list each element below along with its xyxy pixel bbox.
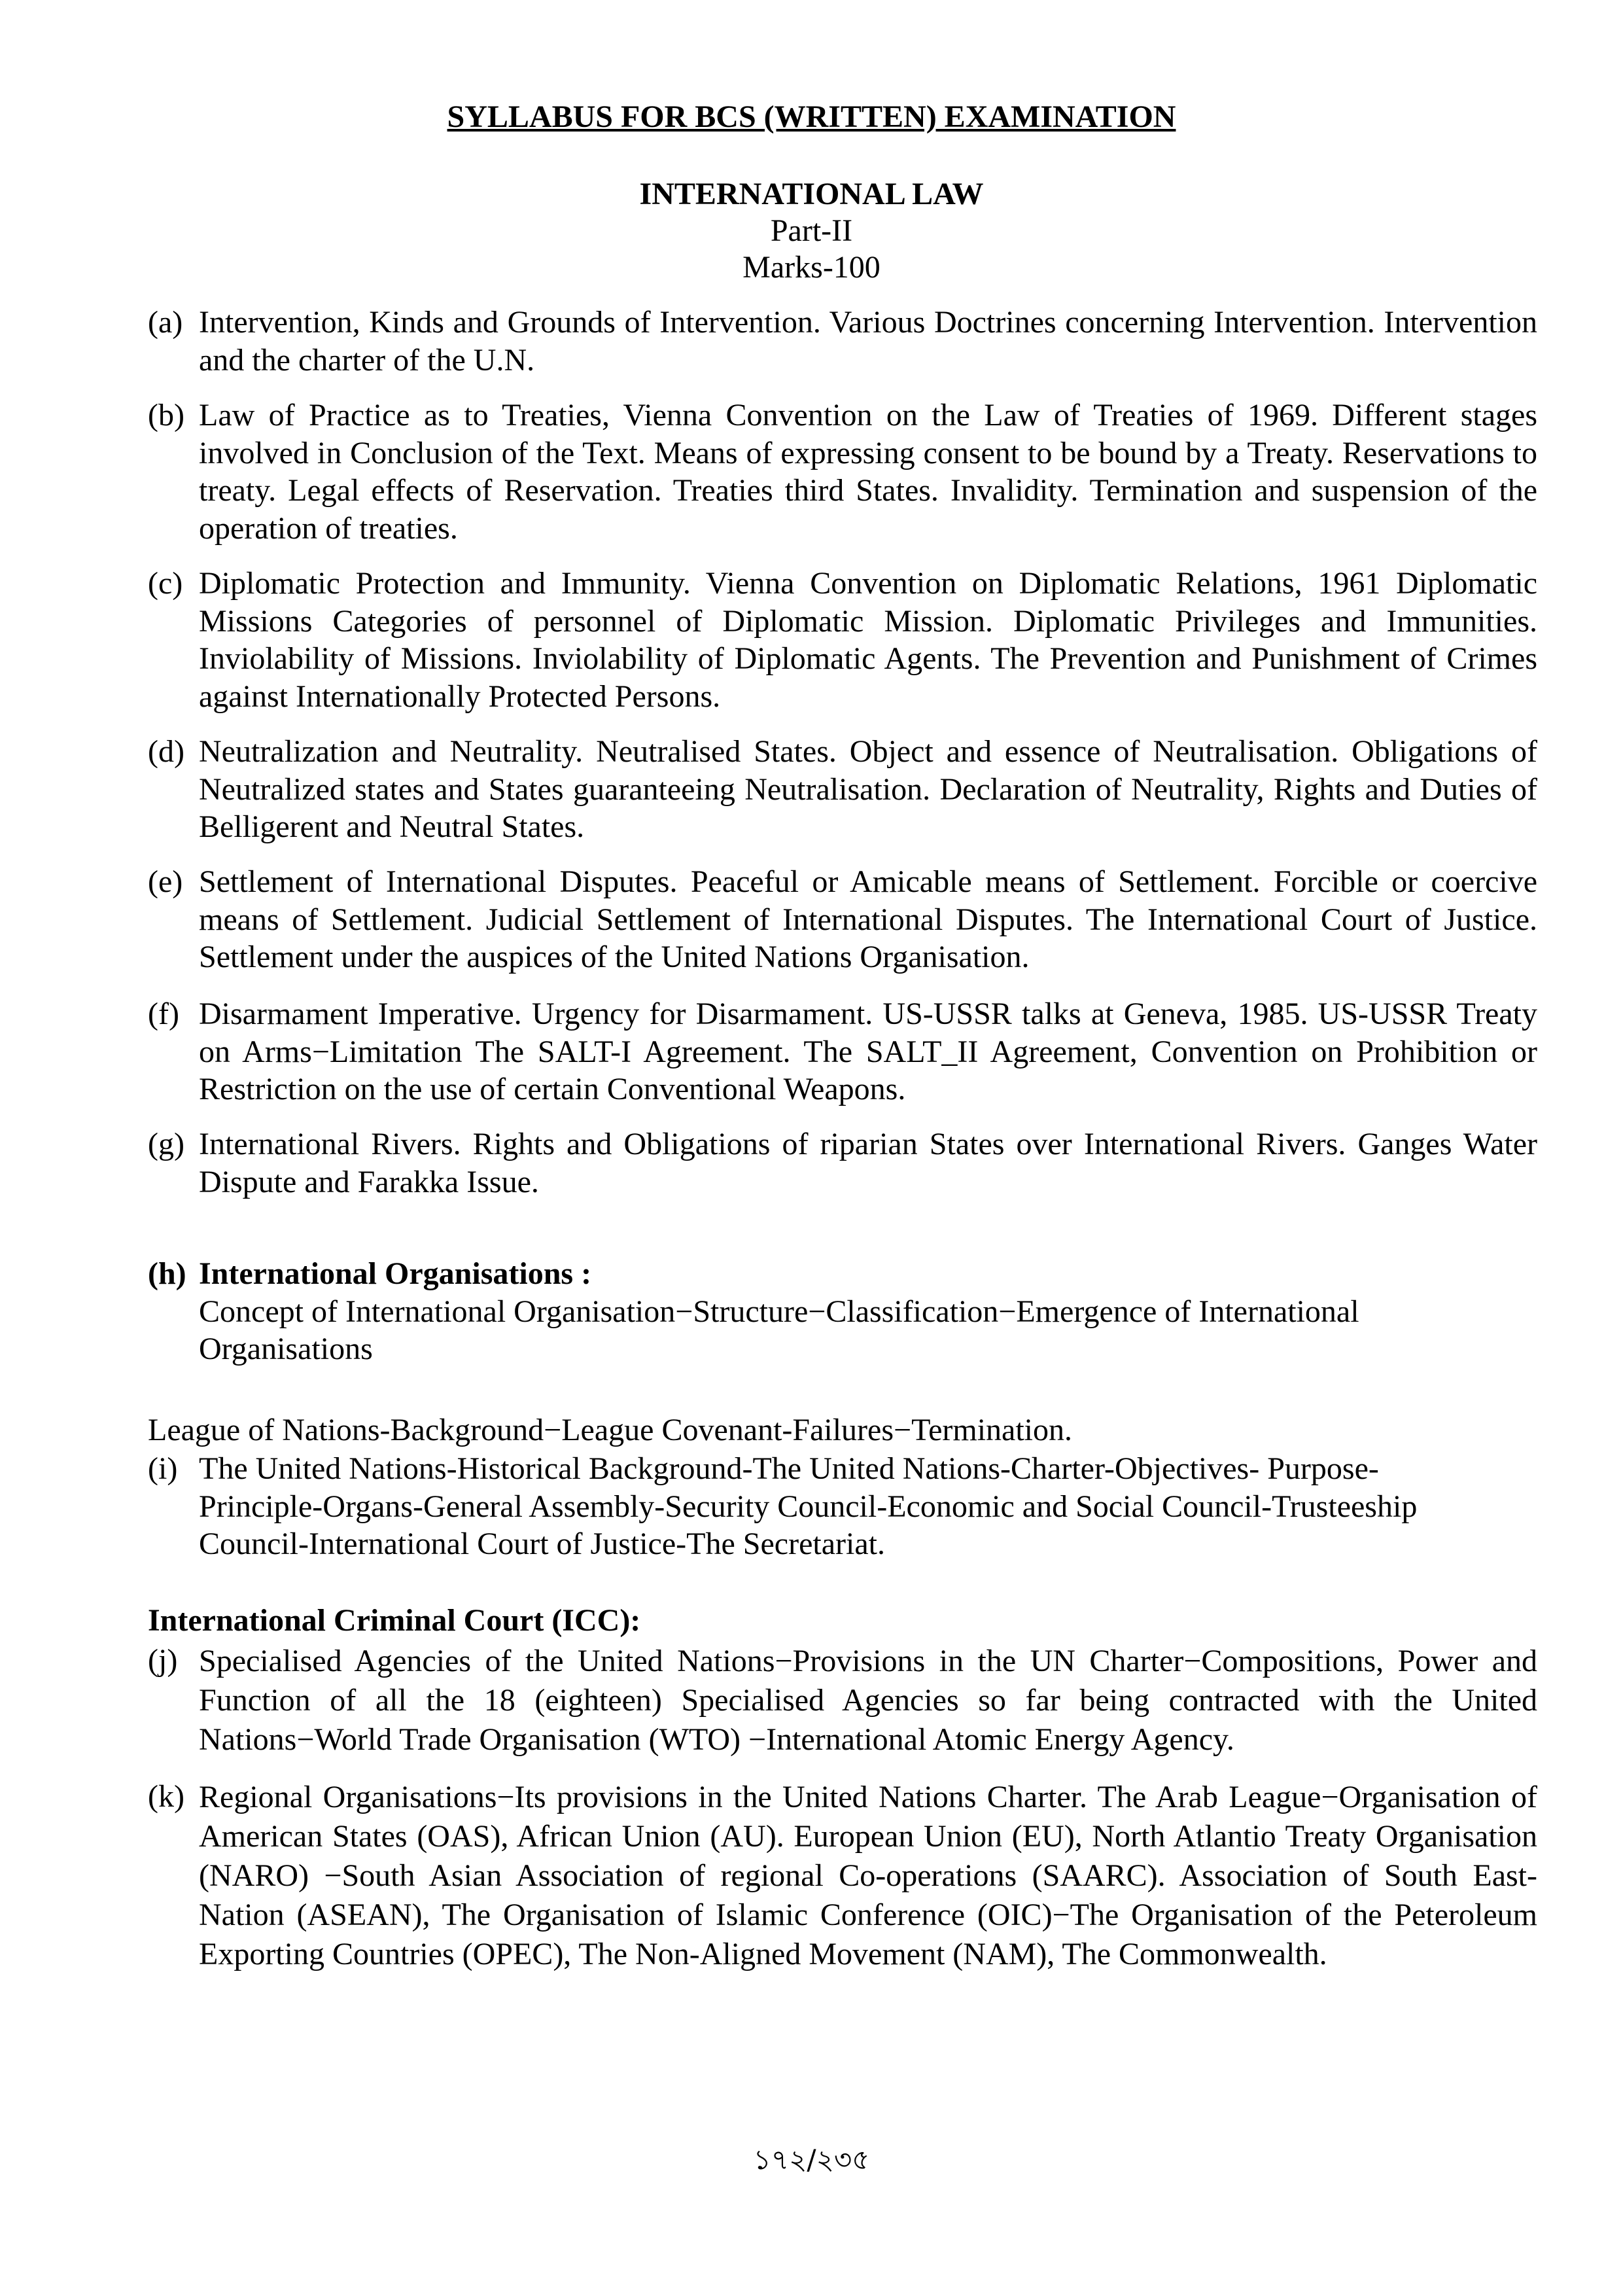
item-text: Concept of International Organisation−Structure−Classification−Emergence of International Organisations (199, 1294, 1359, 1366)
league-of-nations-line: League of Nations-Background−League Covenant-Failures−Termination. (148, 1413, 1072, 1447)
item-label: (a) (148, 305, 183, 340)
syllabus-item-d (148, 733, 1537, 846)
item-text: Specialised Agencies of the United Nations−Provisions in the UN Charter−Compositions, Power and Function of all the 18 (eighteen) Specialised Agencies so far being contracted with the United Nations−World Trade Organisation (WTO) −International Atomic Energy Agency. (199, 1644, 1537, 1757)
item-text: Intervention, Kinds and Grounds of Intervention. Various Doctrines concerning Intervention. Intervention and the charter of the U.N. (199, 305, 1537, 378)
syllabus-item-i (148, 1450, 1537, 1563)
item-text: Settlement of International Disputes. Peaceful or Amicable means of Settlement. Forcible or coercive means of Settlement. Judicial Settlement of International Disputes. The International Court of Justice. Settlement under the auspices of the United Nations Organisation. (199, 864, 1537, 974)
item-text: The United Nations-Historical Background-The United Nations-Charter-Objectives- Purpose-Principle-Organs-General Assembly-Security Council-Economic and Social Council-Trusteeship Council-International Court of Justice-The Secretariat. (199, 1451, 1418, 1561)
subject-heading: INTERNATIONAL LAW (639, 177, 984, 211)
item-label: (i) (148, 1451, 178, 1486)
section-heading: International Organisations : (199, 1256, 592, 1291)
syllabus-item-f (148, 995, 1537, 1108)
syllabus-item-a (148, 304, 1537, 379)
item-text: Regional Organisations−Its provisions in the United Nations Charter. The Arab League−Organisation of American States (OAS), African Union (AU). European Union (EU), North Atlantio Treaty Organisation (NARO) −South Asian Association of regional Co-operations (SAARC). Association of South East-Nation (ASEAN), The Organisation of Islamic Conference (OIC)−The Organisation of the Peteroleum Exporting Countries (OPEC), The Non-Aligned Movement (NAM), The Commonwealth. (199, 1780, 1537, 1971)
syllabus-item-k (148, 1778, 1537, 1974)
page-number: ১৭২/২৩৫ (753, 2144, 870, 2176)
item-label: (f) (148, 997, 179, 1031)
item-text: Diplomatic Protection and Immunity. Vienna Convention on Diplomatic Relations, 1961 Diplomatic Missions Categories of personnel of Diplomatic Mission. Diplomatic Privileges and Immunities. Inviolability of Missions. Inviolability of Diplomatic Agents. The Prevention and Punishment of Crimes against Internationally Protected Persons. (199, 566, 1537, 714)
item-label: (g) (148, 1127, 184, 1161)
syllabus-item-c (148, 565, 1537, 715)
item-label: (d) (148, 734, 184, 769)
item-label: (h) (148, 1256, 186, 1291)
item-label: (e) (148, 864, 183, 899)
item-text: Neutralization and Neutrality. Neutralised States. Object and essence of Neutralisation. Obligations of Neutralized states and States guaranteeing Neutralisation. Declaration of Neutrality, Rights and Duties of Belligerent and Neutral States. (199, 734, 1537, 844)
syllabus-item-j (148, 1642, 1537, 1759)
item-label: (c) (148, 566, 183, 601)
document-title: SYLLABUS FOR BCS (WRITTEN) EXAMINATION (447, 99, 1176, 134)
syllabus-item-h (148, 1255, 1537, 1368)
item-text: Disarmament Imperative. Urgency for Disarmament. US-USSR talks at Geneva, 1985. US-USSR Treaty on Arms−Limitation The SALT-I Agreement. The SALT_II Agreement, Convention on Prohibition or Restriction on the use of certain Conventional Weapons. (199, 997, 1537, 1106)
part-label: Part-II (770, 213, 853, 248)
item-label: (b) (148, 398, 184, 433)
marks-label: Marks-100 (742, 250, 881, 285)
item-text: Law of Practice as to Treaties, Vienna Convention on the Law of Treaties of 1969. Different stages involved in Conclusion of the Text. Means of expressing consent to be bound by a Treaty. Reservations to treaty. Legal effects of Reservation. Treaties third States. Invalidity. Termination and suspension of the operation of treaties. (199, 398, 1537, 546)
item-label: (j) (148, 1643, 178, 1678)
syllabus-item-b (148, 397, 1537, 547)
icc-heading: International Criminal Court (ICC): (148, 1603, 641, 1638)
syllabus-item-g (148, 1125, 1537, 1201)
item-label: (k) (148, 1779, 184, 1814)
syllabus-item-e (148, 863, 1537, 976)
item-text: International Rivers. Rights and Obligations of riparian States over International Rivers. Ganges Water Dispute and Farakka Issue. (199, 1127, 1537, 1199)
